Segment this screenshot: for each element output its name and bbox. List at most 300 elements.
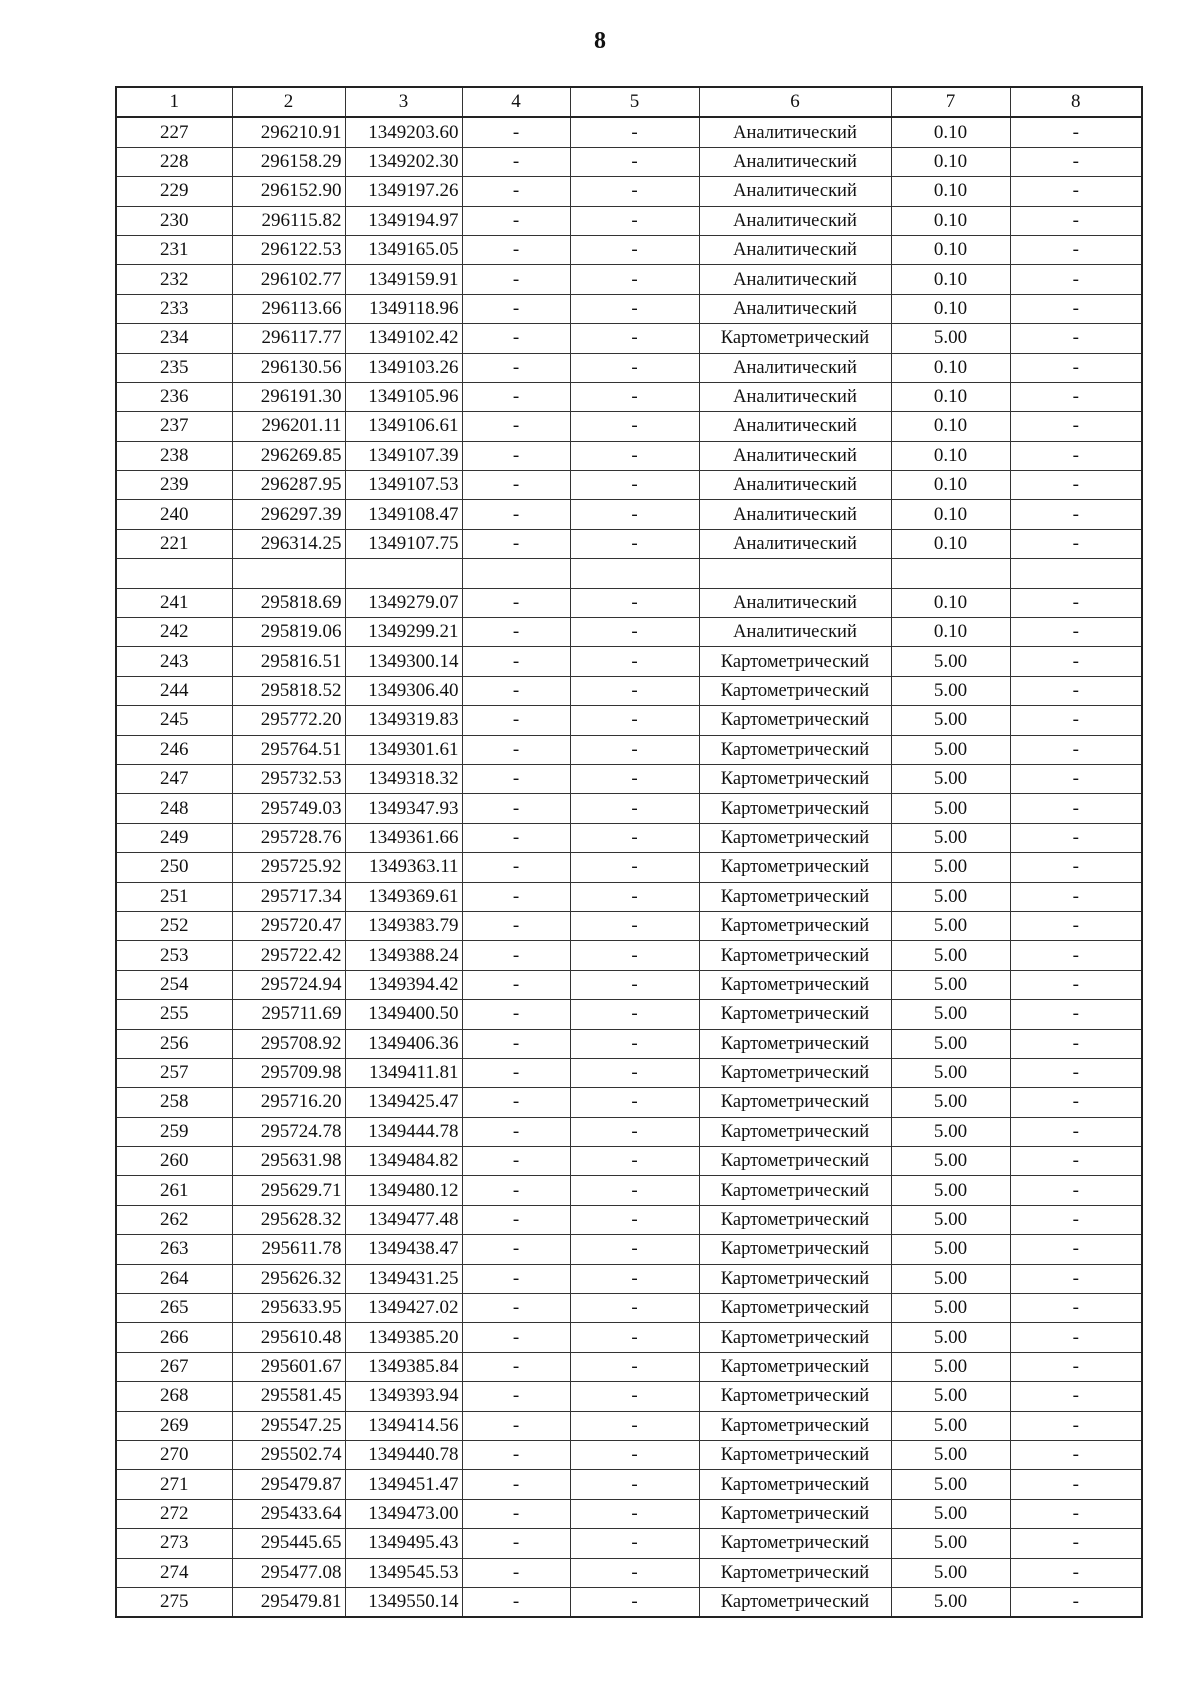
column-8-cell: - [1010, 1470, 1142, 1499]
column-5-cell: - [570, 1176, 699, 1205]
column-4-cell: - [462, 265, 570, 294]
column-5-cell: - [570, 1587, 699, 1617]
column-8-cell: - [1010, 911, 1142, 940]
accuracy-cell: 5.00 [891, 706, 1010, 735]
point-number-cell: 273 [116, 1529, 232, 1558]
method-cell: Картометрический [699, 911, 891, 940]
coordinate-y-cell: 1349394.42 [345, 970, 462, 999]
column-5-cell: - [570, 1470, 699, 1499]
column-8-cell: - [1010, 1382, 1142, 1411]
column-8-cell: - [1010, 1088, 1142, 1117]
table-header-row [116, 87, 1142, 117]
accuracy-cell: 5.00 [891, 911, 1010, 940]
table-row [116, 1147, 1142, 1176]
method-cell: Аналитический [699, 294, 891, 323]
column-5-cell: - [570, 265, 699, 294]
coordinate-y-cell: 1349279.07 [345, 588, 462, 617]
table-row [116, 294, 1142, 323]
coordinate-y-cell: 1349107.75 [345, 529, 462, 558]
column-8-cell: - [1010, 1235, 1142, 1264]
point-number-cell: 274 [116, 1558, 232, 1587]
column-8-cell: - [1010, 117, 1142, 147]
column-8-cell: - [1010, 882, 1142, 911]
column-4-cell: - [462, 147, 570, 176]
method-cell: Картометрический [699, 735, 891, 764]
coordinate-x-cell: 295724.78 [232, 1117, 345, 1146]
accuracy-cell: 5.00 [891, 1529, 1010, 1558]
coordinate-x-cell: 295772.20 [232, 706, 345, 735]
column-5-cell: - [570, 618, 699, 647]
accuracy-cell: 5.00 [891, 882, 1010, 911]
method-cell: Картометрический [699, 1029, 891, 1058]
column-8-cell: - [1010, 706, 1142, 735]
column-4-cell: - [462, 941, 570, 970]
method-cell: Картометрический [699, 1587, 891, 1617]
accuracy-cell: 5.00 [891, 1499, 1010, 1528]
table-row [116, 177, 1142, 206]
coordinate-x-cell: 296287.95 [232, 471, 345, 500]
table-row [116, 1323, 1142, 1352]
column-8-cell: - [1010, 1352, 1142, 1381]
coordinate-x-cell: 295819.06 [232, 618, 345, 647]
method-cell: Картометрический [699, 1440, 891, 1469]
point-number-cell: 250 [116, 853, 232, 882]
accuracy-cell: 5.00 [891, 1411, 1010, 1440]
accuracy-cell: 5.00 [891, 970, 1010, 999]
method-cell: Картометрический [699, 324, 891, 353]
column-5-cell: - [570, 1558, 699, 1587]
column-8-cell: - [1010, 676, 1142, 705]
table-row [116, 706, 1142, 735]
method-cell: Картометрический [699, 1205, 891, 1234]
point-number-cell: 227 [116, 117, 232, 147]
point-number-cell: 251 [116, 882, 232, 911]
table-row [116, 1235, 1142, 1264]
coordinate-x-cell: 296210.91 [232, 117, 345, 147]
column-8-cell: - [1010, 618, 1142, 647]
method-cell: Картометрический [699, 1147, 891, 1176]
column-4-cell: - [462, 1499, 570, 1528]
column-header: 7 [891, 87, 1010, 117]
column-8-cell: - [1010, 1411, 1142, 1440]
column-4-cell: - [462, 206, 570, 235]
column-5-cell: - [570, 676, 699, 705]
coordinate-x-cell: 295477.08 [232, 1558, 345, 1587]
column-8-cell: - [1010, 412, 1142, 441]
point-number-cell: 239 [116, 471, 232, 500]
point-number-cell: 257 [116, 1058, 232, 1087]
coordinate-x-cell: 296314.25 [232, 529, 345, 558]
method-cell: Картометрический [699, 794, 891, 823]
coordinate-x-cell: 295709.98 [232, 1058, 345, 1087]
accuracy-cell: 0.10 [891, 235, 1010, 264]
column-4-cell: - [462, 324, 570, 353]
method-cell: Картометрический [699, 1411, 891, 1440]
column-5-cell: - [570, 1323, 699, 1352]
column-5-cell: - [570, 1440, 699, 1469]
coordinate-x-cell: 295628.32 [232, 1205, 345, 1234]
point-number-cell: 245 [116, 706, 232, 735]
point-number-cell: 244 [116, 676, 232, 705]
column-4-cell: - [462, 647, 570, 676]
accuracy-cell: 5.00 [891, 1382, 1010, 1411]
coordinate-y-cell: 1349107.39 [345, 441, 462, 470]
coordinate-y-cell: 1349107.53 [345, 471, 462, 500]
table-spacer-row [116, 559, 1142, 588]
column-5-cell: - [570, 206, 699, 235]
method-cell: Аналитический [699, 235, 891, 264]
table-row [116, 235, 1142, 264]
column-5-cell: - [570, 1088, 699, 1117]
method-cell: Картометрический [699, 853, 891, 882]
accuracy-cell: 5.00 [891, 1235, 1010, 1264]
table-row [116, 618, 1142, 647]
table-row [116, 1470, 1142, 1499]
method-cell: Картометрический [699, 941, 891, 970]
method-cell: Аналитический [699, 412, 891, 441]
column-8-cell: - [1010, 1587, 1142, 1617]
column-4-cell: - [462, 1117, 570, 1146]
column-8-cell: - [1010, 1000, 1142, 1029]
point-number-cell: 238 [116, 441, 232, 470]
accuracy-cell: 0.10 [891, 147, 1010, 176]
accuracy-cell: 0.10 [891, 500, 1010, 529]
empty-cell [699, 559, 891, 588]
table-row [116, 735, 1142, 764]
table-row [116, 500, 1142, 529]
column-8-cell: - [1010, 471, 1142, 500]
point-number-cell: 237 [116, 412, 232, 441]
point-number-cell: 262 [116, 1205, 232, 1234]
coordinate-y-cell: 1349550.14 [345, 1587, 462, 1617]
column-5-cell: - [570, 353, 699, 382]
method-cell: Аналитический [699, 441, 891, 470]
coordinate-y-cell: 1349545.53 [345, 1558, 462, 1587]
column-5-cell: - [570, 1205, 699, 1234]
accuracy-cell: 5.00 [891, 1117, 1010, 1146]
method-cell: Картометрический [699, 764, 891, 793]
accuracy-cell: 5.00 [891, 1323, 1010, 1352]
method-cell: Картометрический [699, 1382, 891, 1411]
column-8-cell: - [1010, 294, 1142, 323]
point-number-cell: 247 [116, 764, 232, 793]
coordinate-y-cell: 1349427.02 [345, 1294, 462, 1323]
accuracy-cell: 0.10 [891, 177, 1010, 206]
point-number-cell: 275 [116, 1587, 232, 1617]
column-4-cell: - [462, 735, 570, 764]
column-header: 1 [116, 87, 232, 117]
coordinate-x-cell: 295764.51 [232, 735, 345, 764]
coordinate-x-cell: 295479.87 [232, 1470, 345, 1499]
column-5-cell: - [570, 324, 699, 353]
table-row [116, 529, 1142, 558]
point-number-cell: 229 [116, 177, 232, 206]
coordinate-y-cell: 1349105.96 [345, 382, 462, 411]
coordinate-y-cell: 1349318.32 [345, 764, 462, 793]
point-number-cell: 234 [116, 324, 232, 353]
method-cell: Картометрический [699, 1352, 891, 1381]
column-5-cell: - [570, 1411, 699, 1440]
table-row [116, 1029, 1142, 1058]
coordinate-y-cell: 1349431.25 [345, 1264, 462, 1293]
coordinate-y-cell: 1349363.11 [345, 853, 462, 882]
column-8-cell: - [1010, 206, 1142, 235]
page-number: 8 [594, 28, 606, 54]
method-cell: Картометрический [699, 970, 891, 999]
column-8-cell: - [1010, 735, 1142, 764]
column-8-cell: - [1010, 1294, 1142, 1323]
method-cell: Картометрический [699, 1470, 891, 1499]
coordinate-y-cell: 1349197.26 [345, 177, 462, 206]
point-number-cell: 236 [116, 382, 232, 411]
point-number-cell: 266 [116, 1323, 232, 1352]
coordinate-y-cell: 1349480.12 [345, 1176, 462, 1205]
column-4-cell: - [462, 235, 570, 264]
coordinate-y-cell: 1349165.05 [345, 235, 462, 264]
column-8-cell: - [1010, 1529, 1142, 1558]
table-row [116, 1587, 1142, 1617]
table-row [116, 1382, 1142, 1411]
column-8-cell: - [1010, 823, 1142, 852]
coordinate-y-cell: 1349300.14 [345, 647, 462, 676]
coordinate-x-cell: 295717.34 [232, 882, 345, 911]
point-number-cell: 256 [116, 1029, 232, 1058]
column-4-cell: - [462, 117, 570, 147]
method-cell: Картометрический [699, 1176, 891, 1205]
table-row [116, 1499, 1142, 1528]
table-row [116, 970, 1142, 999]
coordinate-y-cell: 1349106.61 [345, 412, 462, 441]
coordinate-y-cell: 1349406.36 [345, 1029, 462, 1058]
accuracy-cell: 5.00 [891, 823, 1010, 852]
table-row [116, 1176, 1142, 1205]
coordinate-x-cell: 296115.82 [232, 206, 345, 235]
accuracy-cell: 5.00 [891, 1587, 1010, 1617]
point-number-cell: 253 [116, 941, 232, 970]
method-cell: Аналитический [699, 500, 891, 529]
method-cell: Аналитический [699, 117, 891, 147]
table-row [116, 911, 1142, 940]
column-8-cell: - [1010, 1147, 1142, 1176]
column-4-cell: - [462, 1470, 570, 1499]
column-8-cell: - [1010, 941, 1142, 970]
accuracy-cell: 5.00 [891, 1058, 1010, 1087]
column-4-cell: - [462, 529, 570, 558]
table-row [116, 1411, 1142, 1440]
coordinate-x-cell: 295816.51 [232, 647, 345, 676]
coordinate-x-cell: 295629.71 [232, 1176, 345, 1205]
coordinate-x-cell: 295479.81 [232, 1587, 345, 1617]
column-5-cell: - [570, 853, 699, 882]
column-8-cell: - [1010, 1558, 1142, 1587]
accuracy-cell: 5.00 [891, 1029, 1010, 1058]
coordinate-x-cell: 295732.53 [232, 764, 345, 793]
point-number-cell: 233 [116, 294, 232, 323]
column-4-cell: - [462, 1235, 570, 1264]
table-row [116, 882, 1142, 911]
method-cell: Картометрический [699, 1000, 891, 1029]
table-row [116, 1000, 1142, 1029]
accuracy-cell: 5.00 [891, 1352, 1010, 1381]
coordinate-x-cell: 295728.76 [232, 823, 345, 852]
coordinate-y-cell: 1349440.78 [345, 1440, 462, 1469]
column-5-cell: - [570, 235, 699, 264]
coordinate-x-cell: 296102.77 [232, 265, 345, 294]
coordinates-table [115, 86, 1143, 1618]
coordinate-x-cell: 296152.90 [232, 177, 345, 206]
column-8-cell: - [1010, 265, 1142, 294]
method-cell: Картометрический [699, 676, 891, 705]
method-cell: Картометрический [699, 1294, 891, 1323]
coordinate-y-cell: 1349477.48 [345, 1205, 462, 1234]
column-4-cell: - [462, 823, 570, 852]
table-row [116, 647, 1142, 676]
column-4-cell: - [462, 1058, 570, 1087]
table-row [116, 412, 1142, 441]
coordinate-x-cell: 295601.67 [232, 1352, 345, 1381]
column-8-cell: - [1010, 177, 1142, 206]
accuracy-cell: 0.10 [891, 441, 1010, 470]
coordinate-y-cell: 1349369.61 [345, 882, 462, 911]
column-header: 3 [345, 87, 462, 117]
column-8-cell: - [1010, 1323, 1142, 1352]
coordinate-x-cell: 295547.25 [232, 1411, 345, 1440]
column-5-cell: - [570, 588, 699, 617]
point-number-cell: 246 [116, 735, 232, 764]
column-4-cell: - [462, 618, 570, 647]
point-number-cell: 272 [116, 1499, 232, 1528]
point-number-cell: 228 [116, 147, 232, 176]
point-number-cell: 264 [116, 1264, 232, 1293]
column-4-cell: - [462, 471, 570, 500]
coordinate-x-cell: 295502.74 [232, 1440, 345, 1469]
coordinate-y-cell: 1349202.30 [345, 147, 462, 176]
table-row [116, 1440, 1142, 1469]
column-5-cell: - [570, 1352, 699, 1381]
coordinate-x-cell: 295724.94 [232, 970, 345, 999]
column-5-cell: - [570, 412, 699, 441]
column-8-cell: - [1010, 1499, 1142, 1528]
table-row [116, 588, 1142, 617]
column-4-cell: - [462, 1000, 570, 1029]
table-row [116, 206, 1142, 235]
point-number-cell: 241 [116, 588, 232, 617]
point-number-cell: 267 [116, 1352, 232, 1381]
table-row [116, 353, 1142, 382]
column-4-cell: - [462, 794, 570, 823]
coordinate-y-cell: 1349438.47 [345, 1235, 462, 1264]
column-4-cell: - [462, 382, 570, 411]
method-cell: Картометрический [699, 1264, 891, 1293]
column-8-cell: - [1010, 1264, 1142, 1293]
column-8-cell: - [1010, 647, 1142, 676]
coordinate-x-cell: 295708.92 [232, 1029, 345, 1058]
coordinate-x-cell: 296158.29 [232, 147, 345, 176]
column-4-cell: - [462, 1088, 570, 1117]
coordinate-y-cell: 1349484.82 [345, 1147, 462, 1176]
accuracy-cell: 0.10 [891, 588, 1010, 617]
column-5-cell: - [570, 147, 699, 176]
coordinate-x-cell: 296269.85 [232, 441, 345, 470]
accuracy-cell: 5.00 [891, 676, 1010, 705]
column-5-cell: - [570, 1000, 699, 1029]
point-number-cell: 263 [116, 1235, 232, 1264]
table-row [116, 1117, 1142, 1146]
column-5-cell: - [570, 1264, 699, 1293]
column-5-cell: - [570, 1529, 699, 1558]
method-cell: Аналитический [699, 353, 891, 382]
column-header: 5 [570, 87, 699, 117]
coordinate-x-cell: 295749.03 [232, 794, 345, 823]
accuracy-cell: 5.00 [891, 1176, 1010, 1205]
point-number-cell: 240 [116, 500, 232, 529]
coordinate-y-cell: 1349102.42 [345, 324, 462, 353]
coordinate-y-cell: 1349194.97 [345, 206, 462, 235]
accuracy-cell: 5.00 [891, 1000, 1010, 1029]
coordinate-x-cell: 295716.20 [232, 1088, 345, 1117]
accuracy-cell: 0.10 [891, 294, 1010, 323]
coordinate-y-cell: 1349347.93 [345, 794, 462, 823]
column-5-cell: - [570, 706, 699, 735]
method-cell: Картометрический [699, 823, 891, 852]
column-4-cell: - [462, 412, 570, 441]
coordinate-x-cell: 295445.65 [232, 1529, 345, 1558]
accuracy-cell: 5.00 [891, 1294, 1010, 1323]
method-cell: Картометрический [699, 1323, 891, 1352]
column-5-cell: - [570, 441, 699, 470]
table-row [116, 794, 1142, 823]
column-5-cell: - [570, 1382, 699, 1411]
column-8-cell: - [1010, 382, 1142, 411]
point-number-cell: 249 [116, 823, 232, 852]
column-8-cell: - [1010, 147, 1142, 176]
table-row [116, 324, 1142, 353]
column-8-cell: - [1010, 1058, 1142, 1087]
column-4-cell: - [462, 1205, 570, 1234]
empty-cell [1010, 559, 1142, 588]
column-4-cell: - [462, 1529, 570, 1558]
method-cell: Аналитический [699, 588, 891, 617]
point-number-cell: 248 [116, 794, 232, 823]
accuracy-cell: 5.00 [891, 794, 1010, 823]
column-4-cell: - [462, 500, 570, 529]
column-4-cell: - [462, 1147, 570, 1176]
column-5-cell: - [570, 647, 699, 676]
table-row [116, 1264, 1142, 1293]
coordinate-x-cell: 295711.69 [232, 1000, 345, 1029]
coordinate-y-cell: 1349103.26 [345, 353, 462, 382]
column-8-cell: - [1010, 1176, 1142, 1205]
coordinate-x-cell: 295818.69 [232, 588, 345, 617]
method-cell: Картометрический [699, 1558, 891, 1587]
coordinate-y-cell: 1349108.47 [345, 500, 462, 529]
column-4-cell: - [462, 882, 570, 911]
column-8-cell: - [1010, 970, 1142, 999]
column-4-cell: - [462, 1294, 570, 1323]
column-8-cell: - [1010, 324, 1142, 353]
table-row [116, 764, 1142, 793]
column-4-cell: - [462, 853, 570, 882]
accuracy-cell: 0.10 [891, 618, 1010, 647]
column-header: 6 [699, 87, 891, 117]
coordinate-y-cell: 1349203.60 [345, 117, 462, 147]
table-row [116, 471, 1142, 500]
point-number-cell: 221 [116, 529, 232, 558]
column-header: 8 [1010, 87, 1142, 117]
method-cell: Картометрический [699, 647, 891, 676]
coordinate-y-cell: 1349425.47 [345, 1088, 462, 1117]
method-cell: Аналитический [699, 206, 891, 235]
